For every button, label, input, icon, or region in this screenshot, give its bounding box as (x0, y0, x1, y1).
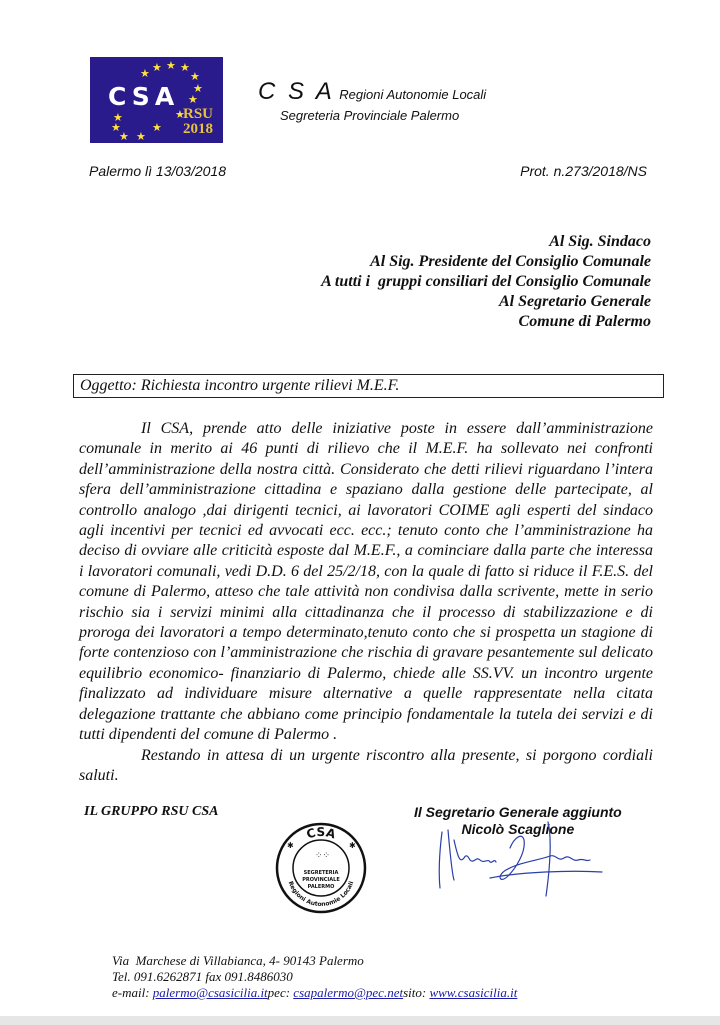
star-icon: ★ (188, 94, 198, 106)
logo-text: CSA (108, 82, 180, 111)
star-icon: ★ (152, 122, 162, 134)
signature-stroke (454, 840, 496, 862)
star-icon: ★ (180, 62, 190, 74)
website-link[interactable]: www.csasicilia.it (429, 985, 518, 1000)
handwritten-signature (430, 818, 610, 898)
star-icon: ★ (119, 131, 129, 143)
email-link[interactable]: palermo@csasicilia.it (152, 985, 268, 1000)
signature-stroke (448, 830, 454, 880)
recipient: Al Segretario Generale (499, 293, 651, 310)
signer-title: Il Segretario Generale aggiunto (414, 804, 622, 820)
letterhead-org (258, 78, 487, 123)
star-icon: ★ (152, 62, 162, 74)
star-icon: ★ (140, 68, 150, 80)
footer-links: e-mail: palermo@csasicilia.itpec: csapalermo@pec.netsito: www.csasicilia.it (112, 985, 518, 1000)
body-paragraph: Il CSA, prende atto delle iniziative poste in essere dall’amministrazione comunale in merito ai 46 punti di rilievo che il M.E.F. ha sollevato nei confronti dell’amministrazione della nostra città. Considerato che detti rilievi riguardano l’intera sfera dell’amministrazione cittadina e spaziano dalla gestione delle partecipate, al controllo analogo ,dai dirigenti tecnici, ai lavoratori COIME agli esperti del sindaco agli incentivi per tecnici ed avvocati ecc. ecc.; tenuto conto che l’amministrazione ha deciso di ovviare alle criticità esposte dal M.E.F., a cominciare dalla parte che interessa i lavoratori comunali, vedi D.D. 6 del 25/2/18, con la quale di fatto si riduce il F.E.S. del comune di Palermo, atteso che tale attività non condivisa dalla scrivente, mette in serio rischio sia i servizi minimi alla cittadinanza che il processo di stabilizzazione e di proroga dei lavoratori a tempo determinato,tenuto conto che si prospetta un stagione di forte contenzioso con l’amministrazione che rischia di gravare pesantemente sul delicato equilibrio economico- finanziario di Palermo, chiede alle SS.VV. un incontro urgente finalizzato ad individuare misure alternative a quelle rappresentate nella citata delegazione trattante che abbiano come principio fondamentale la tutela dei servizi e di tutti dipendenti del comune di Palermo . (79, 420, 653, 744)
stamp-bottom-text: Regioni Autonomie Locali (286, 880, 356, 909)
org-name: Regioni Autonomie Locali (339, 87, 487, 102)
recipient: Comune di Palermo (518, 313, 651, 330)
place-date: Palermo lì 13/03/2018 (89, 163, 226, 179)
star-icon: ★ (136, 131, 146, 143)
stamp-center-line: PALERMO (307, 884, 335, 890)
star-icon: ★ (111, 122, 121, 134)
logo-badge: RSU 2018 (183, 106, 214, 137)
stamp-star-icon: ✱ (349, 841, 356, 850)
letter-body (79, 419, 653, 786)
org-office: Segreteria Provinciale Palermo (280, 108, 460, 123)
recipient: A tutti i gruppi consiliari del Consiglio Comunale (321, 273, 651, 290)
star-icon: ★ (113, 112, 123, 124)
signature-stroke (439, 832, 442, 888)
org-abbrev: C S A (258, 78, 335, 105)
stamp-center-line: PROVINCIALE (302, 877, 340, 883)
svg-text:CSA (305, 825, 338, 842)
recipients-block (321, 232, 651, 332)
footer-phone: Tel. 091.6262871 fax 091.8486030 (112, 969, 293, 984)
stamp-top-text: CSA (304, 824, 338, 842)
signature-stroke (546, 822, 550, 896)
protocol-number: Prot. n.273/2018/NS (520, 163, 647, 179)
csa-logo (90, 57, 223, 143)
signature-left-label: IL GRUPPO RSU CSA (84, 804, 219, 819)
signature-stroke (500, 836, 590, 879)
pec-link[interactable]: csapalermo@pec.net (293, 985, 404, 1000)
official-stamp (275, 822, 367, 914)
footer-address: Via Marchese di Villabianca, 4- 90143 Palermo (112, 953, 364, 968)
star-icon: ★ (190, 71, 200, 83)
recipient: Al Sig. Presidente del Consiglio Comunale (370, 253, 651, 270)
stamp-star-icon: ✱ (287, 841, 294, 850)
viewer-bottom-bar (0, 1016, 720, 1025)
signer-name: Nicolò Scaglione (461, 821, 575, 837)
star-icon: ★ (193, 83, 203, 95)
stamp-center-line: SEGRETERIA (303, 870, 339, 876)
subject-box: Oggetto: Richiesta incontro urgente rilievi M.E.F. (73, 374, 664, 398)
star-icon: ★ (166, 60, 176, 72)
body-paragraph: Restando in attesa di un urgente riscontro alla presente, si porgono cordiali saluti. (79, 746, 653, 784)
footer-contacts (112, 953, 517, 1001)
recipient: Al Sig. Sindaco (549, 233, 651, 250)
star-icon: ★ (175, 109, 185, 121)
stamp-logo-icon: ⁘⁘ (315, 850, 331, 860)
